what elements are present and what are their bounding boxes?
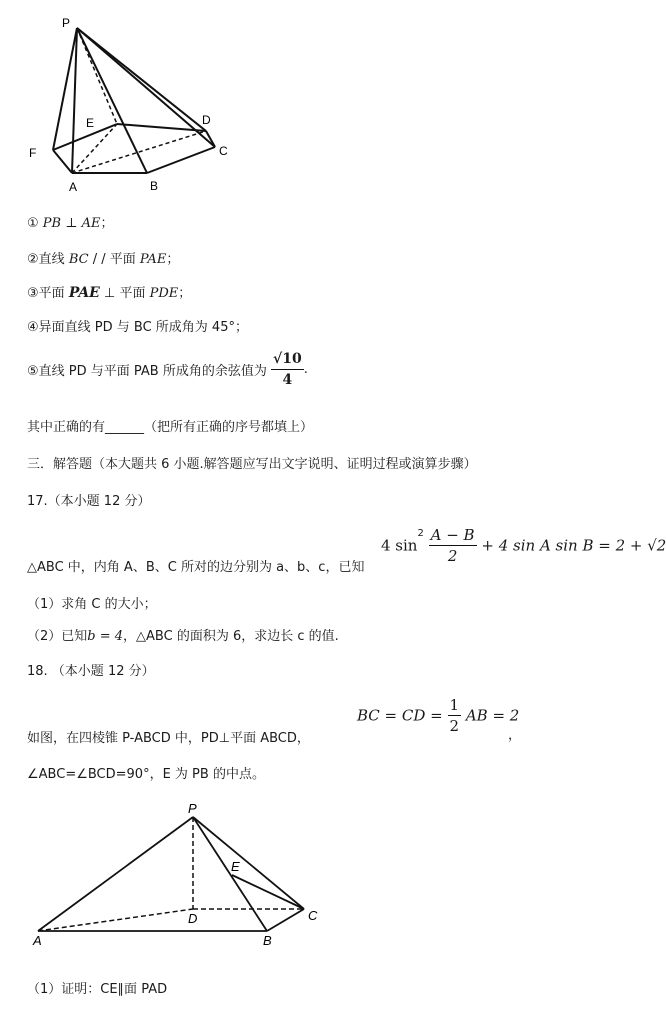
q18-formula-comma: ，	[508, 728, 522, 743]
edge-EF	[53, 124, 117, 150]
q17-part1: （1）求角 C 的大小；	[27, 597, 157, 612]
label-P: P	[188, 801, 197, 816]
q17-part2: （2）已知b = 4，△ABC 的面积为 6，求边长 c 的值.	[27, 629, 339, 644]
label-B: B	[263, 933, 272, 948]
label-B: B	[150, 179, 159, 193]
q17-formula: 4 $\sin^2$ $\frac{A - B}{2}$ + 4 sin A sin B = 2 + √2	[381, 526, 666, 565]
edge-PB	[77, 28, 147, 173]
edge-PE	[77, 28, 117, 124]
edge-PB	[193, 817, 267, 931]
q18-stem: 如图，在四棱锥 P-ABCD 中，PD⊥平面 ABCD，	[27, 731, 310, 746]
label-A: A	[69, 180, 78, 194]
statement-1: ① PB ⊥ AE；	[27, 216, 114, 231]
statement-2: ②直线 BC / / 平面 PAE；	[27, 252, 180, 267]
figure-pyramid-1	[20, 10, 240, 195]
label-D: D	[202, 113, 211, 127]
fill-blank-line: 其中正确的有______（把所有正确的序号都填上）	[27, 420, 314, 435]
label-F: F	[29, 146, 37, 160]
label-E: E	[231, 859, 240, 874]
q17-header: 17.（本小题 12 分）	[27, 494, 151, 509]
label-E: E	[86, 116, 95, 130]
label-D: D	[188, 911, 198, 926]
q17-stem: △ABC 中，内角 A、B、C 所对的边分别为 a、b、c，已知	[27, 560, 365, 575]
edge-AD	[38, 909, 193, 931]
statement-3: ③平面 PAE ⊥ 平面 PDE；	[27, 285, 192, 301]
q18-formula: BC = CD = $\frac{1}{2}$ AB = 2	[357, 696, 520, 735]
section-3-header: 三．解答题（本大题共 6 小题.解答题应写出文字说明、证明过程或演算步骤）	[27, 457, 477, 472]
edge-BC	[267, 909, 304, 931]
figure-pyramid-2	[30, 800, 340, 960]
label-C: C	[308, 908, 318, 923]
label-A: A	[33, 933, 42, 948]
edge-PC	[193, 817, 304, 909]
edge-BC	[147, 147, 215, 173]
statement-4: ④异面直线 PD 与 BC 所成角为 45°；	[27, 320, 248, 335]
statement-5: ⑤直线 PD 与平面 PAB 所成角的余弦值为 $\frac{√10}{4}$ .	[27, 351, 308, 388]
edge-PA	[38, 817, 193, 931]
edge-FA	[53, 150, 72, 173]
edge-CD	[206, 131, 215, 147]
q18-line2: ∠ABC=∠BCD=90°，E 为 PB 的中点。	[27, 767, 265, 782]
q18-header: 18. （本小题 12 分）	[27, 664, 155, 679]
label-C: C	[219, 144, 228, 158]
q18-part1: （1）证明：CE∥面 PAD	[27, 982, 168, 997]
label-P: P	[62, 16, 71, 30]
